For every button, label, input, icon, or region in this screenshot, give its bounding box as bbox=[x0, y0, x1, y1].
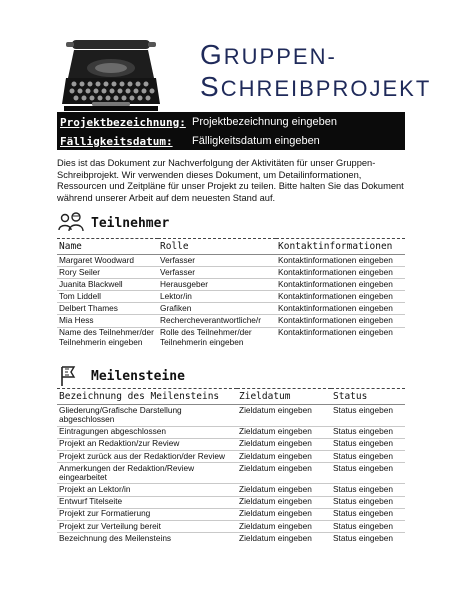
table-cell[interactable]: Zieldatum eingeben bbox=[237, 462, 331, 484]
milestones-title: Meilensteine bbox=[91, 368, 185, 384]
table-cell[interactable]: Margaret Woodward bbox=[57, 255, 158, 267]
intro-paragraph: Dies ist das Dokument zur Nachverfolgung der Aktivitäten für unser Gruppen-Schreibprojekt. Wir verwenden dieses Dokument, um Detailinformationen, Ressourcen und Zeitpläne für unser Projekt zu teilen. Bitte halten Sie das Dokument während unserer Arbeit auf dem neuesten Stand auf. bbox=[57, 158, 404, 203]
table-row bbox=[57, 450, 405, 462]
due-date-row bbox=[60, 132, 320, 150]
due-date-label: Fälligkeitsdatum: bbox=[60, 134, 173, 148]
table-cell[interactable]: Entwurf Titelseite bbox=[57, 496, 237, 508]
project-name-label: Projektbezeichnung: bbox=[60, 115, 186, 129]
table-cell[interactable]: Rolle des Teilnehmer/der Teilnehmerin eingeben bbox=[160, 327, 252, 347]
table-cell[interactable]: Zieldatum eingeben bbox=[237, 438, 331, 450]
column-header-target-date: Zieldatum bbox=[239, 391, 291, 402]
table-cell[interactable]: Zieldatum eingeben bbox=[237, 508, 331, 520]
table-row bbox=[57, 315, 405, 327]
table-cell[interactable]: Kontaktinformationen eingeben bbox=[276, 279, 405, 291]
table-cell[interactable]: Zieldatum eingeben bbox=[237, 450, 331, 462]
column-header-role: Rolle bbox=[160, 241, 189, 252]
table-cell[interactable]: Status eingeben bbox=[333, 532, 393, 543]
table-row bbox=[57, 426, 405, 438]
table-cell[interactable]: Zieldatum eingeben bbox=[239, 532, 312, 543]
table-cell[interactable]: Kontaktinformationen eingeben bbox=[278, 327, 393, 338]
flag-icon bbox=[57, 364, 85, 388]
table-cell[interactable]: Zieldatum eingeben bbox=[237, 405, 331, 427]
participants-table bbox=[57, 238, 405, 348]
table-row bbox=[57, 291, 405, 303]
table-cell[interactable]: Status eingeben bbox=[331, 462, 405, 484]
people-icon bbox=[57, 211, 85, 235]
table-cell[interactable]: Rory Seiler bbox=[57, 267, 158, 279]
table-cell[interactable]: Gliederung/Grafische Darstellung abgeschlossen bbox=[57, 405, 237, 427]
table-cell[interactable]: Mia Hess bbox=[57, 315, 158, 327]
table-cell[interactable]: Projekt zur Formatierung bbox=[57, 508, 237, 520]
table-cell[interactable]: Projekt an Redaktion/zur Review bbox=[57, 438, 237, 450]
participants-title: Teilnehmer bbox=[91, 215, 170, 231]
table-cell[interactable]: Status eingeben bbox=[331, 496, 405, 508]
project-name-field[interactable]: Projektbezeichnung eingeben bbox=[192, 116, 337, 128]
table-cell[interactable]: Kontaktinformationen eingeben bbox=[276, 315, 405, 327]
column-header-name: Name bbox=[59, 241, 82, 252]
project-info-bar bbox=[57, 112, 405, 150]
table-cell[interactable]: Zieldatum eingeben bbox=[237, 426, 331, 438]
table-cell[interactable]: Status eingeben bbox=[331, 520, 405, 532]
column-header-contact: Kontaktinformationen bbox=[278, 241, 393, 252]
table-cell[interactable]: Delbert Thames bbox=[57, 303, 158, 315]
table-cell[interactable]: Status eingeben bbox=[331, 405, 405, 427]
table-cell[interactable]: Kontaktinformationen eingeben bbox=[276, 255, 405, 267]
table-row bbox=[57, 484, 405, 496]
table-cell[interactable]: Projekt zur Verteilung bereit bbox=[57, 520, 237, 532]
typewriter-icon bbox=[62, 38, 160, 112]
table-cell[interactable]: Name des Teilnehmer/der Teilnehmerin eingeben bbox=[59, 327, 154, 347]
table-row bbox=[57, 279, 405, 291]
table-cell[interactable]: Verfasser bbox=[158, 255, 276, 267]
table-cell[interactable]: Zieldatum eingeben bbox=[237, 484, 331, 496]
table-cell[interactable]: Juanita Blackwell bbox=[57, 279, 158, 291]
table-cell[interactable]: Kontaktinformationen eingeben bbox=[276, 267, 405, 279]
participants-header-row bbox=[57, 239, 405, 255]
table-row bbox=[57, 532, 405, 544]
table-row bbox=[57, 405, 405, 427]
table-row bbox=[57, 462, 405, 484]
table-cell[interactable]: Lektor/in bbox=[158, 291, 276, 303]
table-cell[interactable]: Status eingeben bbox=[331, 508, 405, 520]
table-cell[interactable]: Tom Liddell bbox=[57, 291, 158, 303]
column-header-milestone: Bezeichnung des Meilensteins bbox=[59, 391, 220, 402]
document-title bbox=[200, 40, 450, 104]
title-line-1: GRUPPEN- bbox=[200, 39, 337, 70]
milestones-header-row bbox=[57, 389, 405, 405]
table-cell[interactable]: Anmerkungen der Redaktion/Review eingearbeitet bbox=[57, 462, 237, 484]
table-cell[interactable]: Kontaktinformationen eingeben bbox=[276, 291, 405, 303]
table-row bbox=[57, 496, 405, 508]
table-cell[interactable]: Projekt an Lektor/in bbox=[57, 484, 237, 496]
milestones-table bbox=[57, 388, 405, 544]
table-cell[interactable]: Eintragungen abgeschlossen bbox=[57, 426, 237, 438]
table-cell[interactable]: Status eingeben bbox=[331, 438, 405, 450]
table-row bbox=[57, 267, 405, 279]
table-cell[interactable]: Verfasser bbox=[158, 267, 276, 279]
table-cell[interactable]: Projekt zurück aus der Redaktion/der Review bbox=[57, 450, 237, 462]
milestones-heading bbox=[57, 364, 185, 388]
table-row bbox=[57, 438, 405, 450]
title-line-2: SCHREIBPROJEKT bbox=[200, 71, 432, 102]
table-row bbox=[57, 520, 405, 532]
table-cell[interactable]: Status eingeben bbox=[331, 484, 405, 496]
table-cell[interactable]: Status eingeben bbox=[331, 426, 405, 438]
table-cell[interactable]: Zieldatum eingeben bbox=[237, 520, 331, 532]
table-row bbox=[57, 327, 405, 348]
table-row bbox=[57, 508, 405, 520]
due-date-field[interactable]: Fälligkeitsdatum eingeben bbox=[192, 135, 320, 147]
table-cell[interactable]: Status eingeben bbox=[331, 450, 405, 462]
table-cell[interactable]: Bezeichnung des Meilensteins bbox=[59, 532, 172, 543]
table-cell[interactable]: Grafiken bbox=[158, 303, 276, 315]
table-row bbox=[57, 303, 405, 315]
table-cell[interactable]: Rechercheverantwortliche/r bbox=[158, 315, 276, 327]
table-row bbox=[57, 255, 405, 267]
table-cell[interactable]: Zieldatum eingeben bbox=[237, 496, 331, 508]
project-name-row bbox=[60, 113, 337, 131]
participants-heading bbox=[57, 211, 169, 235]
column-header-status: Status bbox=[333, 391, 368, 402]
table-cell[interactable]: Kontaktinformationen eingeben bbox=[276, 303, 405, 315]
table-cell[interactable]: Herausgeber bbox=[158, 279, 276, 291]
